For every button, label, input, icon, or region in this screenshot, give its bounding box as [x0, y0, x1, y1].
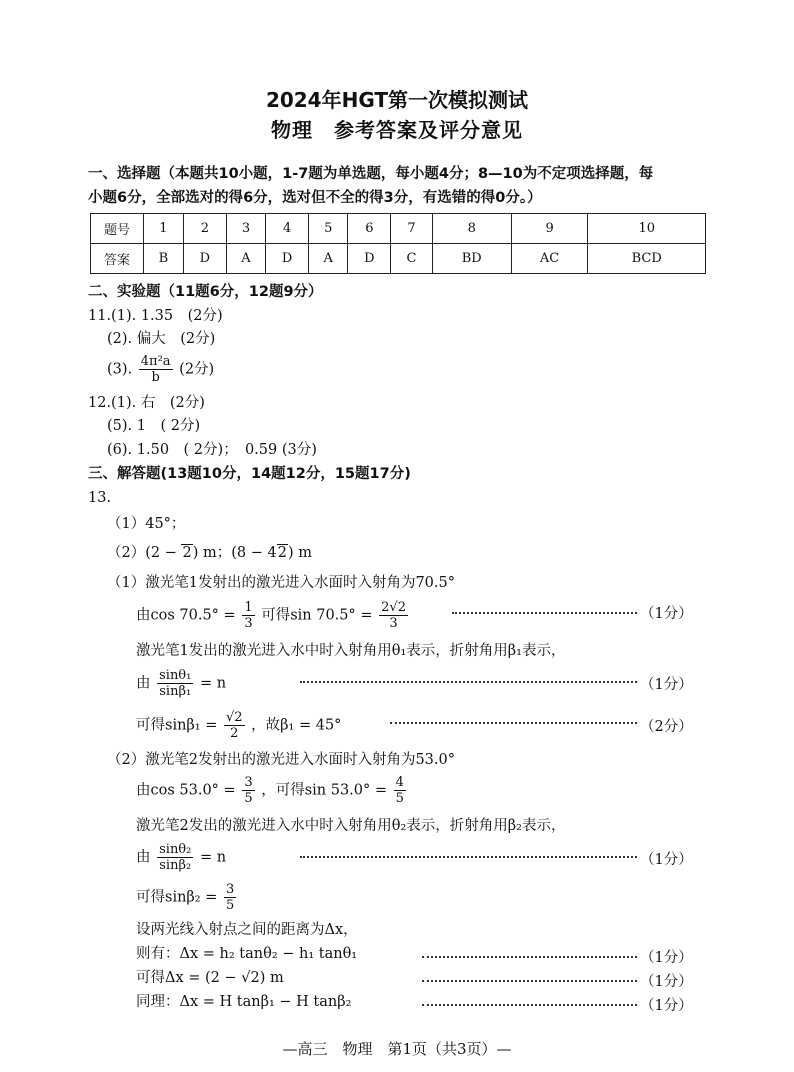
section2-heading: 二、实验题（11题6分，12题9分）	[88, 284, 323, 300]
q11-part2: (2). 偏大 (2分)	[107, 331, 216, 347]
p2-line1	[136, 775, 408, 806]
text-part: 可得sin 70.5° =	[261, 607, 373, 624]
text-part: 由cos 70.5° =	[136, 607, 236, 624]
table-row-questions	[91, 214, 706, 244]
denominator: 3	[244, 616, 253, 631]
denominator: sinβ₁	[159, 684, 192, 699]
p1-line1	[136, 600, 410, 631]
question-number: 1	[144, 214, 184, 244]
question-number: 9	[511, 214, 588, 244]
answer2-part: ) m	[287, 545, 312, 561]
score-mark: （1分）	[640, 998, 693, 1014]
fraction	[157, 668, 193, 699]
text-part: 由	[136, 849, 151, 866]
fraction	[157, 842, 193, 873]
question-number: 8	[432, 214, 511, 244]
answer2-part: ) m；(8 − 4	[192, 545, 277, 561]
page-title: 2024年HGT第一次模拟测试	[265, 88, 529, 112]
answer-cell: D	[348, 244, 391, 274]
score-mark: （1分）	[640, 606, 693, 622]
p2-line4	[136, 882, 238, 913]
q11-part3-label: (3).	[107, 361, 133, 378]
q12-part1: 12.(1). 右 (2分)	[88, 395, 205, 411]
question-number: 7	[391, 214, 432, 244]
p1-line4	[136, 710, 341, 741]
p2-line8: 同理：Δx = H tanβ₁ − H tanβ₂	[136, 994, 352, 1010]
answer-table	[90, 213, 706, 274]
q12-part5: (5). 1 ( 2分)	[107, 418, 201, 434]
row-label-question: 题号	[91, 214, 144, 244]
text-part: ，可得sin 53.0° =	[261, 782, 388, 799]
question-number: 5	[309, 214, 348, 244]
denominator: 2	[230, 726, 239, 741]
numerator: 4π²a	[140, 354, 171, 369]
text-part: 由	[136, 675, 151, 692]
section3-heading: 三、解答题(13题10分，14题12分，15题17分)	[88, 466, 411, 482]
numerator: sinθ₁	[159, 668, 192, 683]
question-number: 2	[183, 214, 226, 244]
text-part: = n	[199, 675, 227, 692]
answer-cell: A	[309, 244, 348, 274]
text-part: ，故β₁ = 45°	[251, 717, 342, 734]
fraction	[394, 775, 406, 806]
numerator: 3	[225, 882, 235, 897]
denominator: 5	[244, 791, 253, 806]
fraction	[379, 600, 408, 631]
q11-part1: 11.(1). 1.35 (2分)	[88, 308, 223, 324]
fraction	[139, 354, 173, 385]
page-footer: —高三 物理 第1页（共3页）—	[282, 1040, 512, 1058]
answer-cell: C	[391, 244, 432, 274]
question-number: 3	[226, 214, 265, 244]
answer-cell: D	[183, 244, 226, 274]
fraction	[242, 775, 254, 806]
p2-line6: 则有：Δx = h₂ tanθ₂ − h₁ tanθ₁	[136, 946, 358, 962]
p2-line5: 设两光线入射点之间的距离为Δx，	[136, 922, 358, 938]
section1-heading-line1: 一、选择题（本题共10小题，1-7题为单选题，每小题4分；8—10为不定项选择题，每	[88, 166, 654, 182]
denominator: 5	[225, 898, 235, 913]
p1-intro: （1）激光笔1发射出的激光进入水面时入射角为70.5°	[107, 575, 455, 591]
score-mark: （2分）	[640, 719, 693, 735]
p2-line2: 激光笔2发出的激光进入水中时入射角用θ₂表示，折射角用β₂表示，	[136, 818, 566, 834]
numerator: 2√2	[381, 600, 406, 615]
denominator: b	[151, 370, 160, 385]
denominator: 5	[395, 791, 404, 806]
q13-answer2	[107, 543, 312, 563]
sqrt-value: 2	[277, 545, 287, 561]
score-mark: （1分）	[640, 677, 693, 693]
score-mark: （1分）	[640, 950, 693, 966]
q13-answer1: （1）45°；	[107, 516, 186, 532]
p2-line7: 可得Δx = (2 − √2) m	[136, 970, 284, 986]
score-mark: （1分）	[640, 852, 693, 868]
numerator: √2	[225, 710, 243, 725]
question-number: 6	[348, 214, 391, 244]
page-subtitle: 物理 参考答案及评分意见	[271, 118, 523, 142]
fraction	[224, 710, 245, 741]
question-number: 10	[588, 214, 706, 244]
p1-line2: 激光笔1发出的激光进入水中时入射角用θ₁表示，折射角用β₁表示，	[136, 643, 566, 659]
answer-cell: A	[226, 244, 265, 274]
text-part: = n	[199, 849, 227, 866]
denominator: 3	[389, 616, 398, 631]
sqrt-value: 2	[182, 545, 192, 561]
text-part: 由cos 53.0° =	[136, 782, 236, 799]
q12-part6: (6). 1.50 ( 2分)； 0.59 (3分)	[107, 442, 317, 458]
section1-heading-line2: 小题6分，全部选对的得6分，选对但不全的得3分，有选错的得0分。）	[88, 190, 542, 206]
answer-cell: AC	[511, 244, 588, 274]
answer-cell: D	[266, 244, 309, 274]
text-part: 可得sinβ₂ =	[136, 889, 218, 906]
answer-cell: BCD	[588, 244, 706, 274]
p2-line3	[136, 842, 226, 873]
question-number: 4	[266, 214, 309, 244]
numerator: 1	[244, 600, 253, 615]
table-row-answers	[91, 244, 706, 274]
row-label-answer: 答案	[91, 244, 144, 274]
denominator: sinβ₂	[159, 858, 192, 873]
q13-label: 13.	[88, 490, 112, 506]
answer2-part: （2）(2 −	[107, 545, 182, 561]
fraction	[224, 882, 236, 913]
score-mark: （1分）	[640, 974, 693, 990]
numerator: 4	[395, 775, 404, 790]
fraction	[242, 600, 254, 631]
q11-part3	[107, 354, 214, 385]
answer-cell: BD	[432, 244, 511, 274]
p1-line3	[136, 668, 226, 699]
answer-cell: B	[144, 244, 184, 274]
numerator: sinθ₂	[159, 842, 192, 857]
p2-intro: （2）激光笔2发射出的激光进入水面时入射角为53.0°	[107, 752, 455, 768]
text-part: 可得sinβ₁ =	[136, 717, 218, 734]
q11-part3-score: (2分)	[179, 361, 215, 378]
numerator: 3	[244, 775, 253, 790]
